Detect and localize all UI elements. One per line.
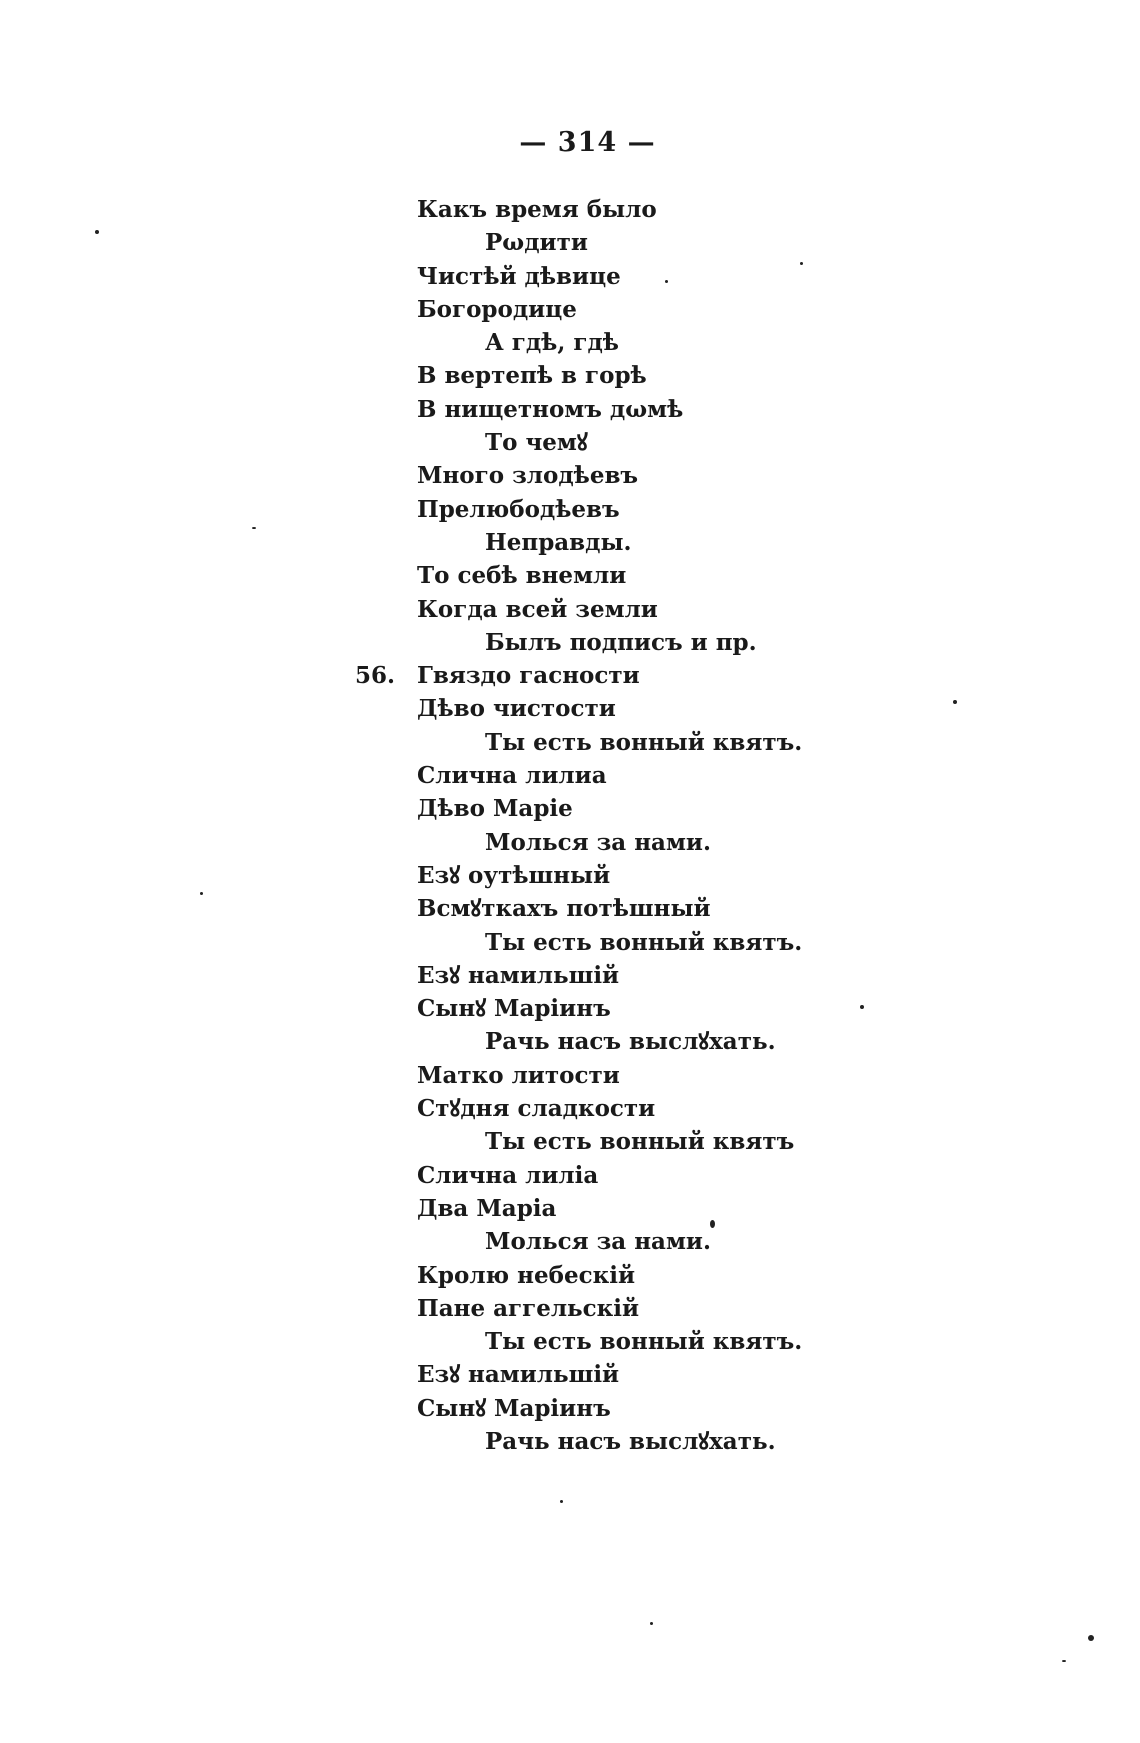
poem-line-text: Слична лилиа [417,762,607,790]
scan-speck [710,1220,715,1228]
poem-text [355,193,977,1458]
poem-line-text: Какъ время было [417,196,657,223]
poem-line [417,1159,977,1192]
poem-line [417,859,977,892]
verse-number: 56. [355,662,396,690]
poem-line [417,926,977,959]
poem-line-text: Былъ подписъ и пр. [485,628,757,656]
poem-line [417,1259,977,1292]
poem-line [417,1325,977,1358]
poem-line-text: Прелюбодѣевъ [417,495,620,523]
poem-line [417,459,977,492]
poem-line [417,326,977,359]
poem-line [417,1425,977,1458]
poem-line [417,193,977,226]
poem-line-text: В вертепѣ в горѣ [417,362,647,390]
poem-line [417,1125,977,1158]
poem-line [417,226,977,259]
poem-line [417,1225,977,1258]
scan-speck [860,1005,864,1009]
poem-line-text: Ты есть вонный квятъ. [485,928,803,956]
poem-line-text: Дѣво Маріе [417,795,573,823]
poem-line [417,1092,977,1125]
poem-line-text: Ты есть вонный квятъ. [485,728,803,756]
poem-line-text: А гдѣ, гдѣ [485,329,619,357]
poem-line-text: Пане аггельскій [417,1294,640,1322]
poem-line-text: Ты есть вонный квятъ. [485,1328,803,1356]
scan-speck [953,700,957,704]
poem-line-text: Богородице [417,295,577,323]
poem-line-text: Рачь насъ выслꙋхать. [485,1427,776,1455]
poem-line [417,1358,977,1391]
poem-line [417,393,977,426]
poem-line-text: Кролю небескій [417,1261,636,1289]
scan-speck [252,527,256,529]
poem-line-text: Молься за нами. [485,828,712,856]
poem-line-text: Много злодѣевъ [417,462,639,490]
poem-line [417,959,977,992]
poem-line [417,692,977,725]
poem-line [417,1059,977,1092]
poem-line-text: Стꙋдня сладкости [417,1095,656,1123]
poem-line [417,726,977,759]
poem-line [417,359,977,392]
poem-line [417,892,977,925]
poem-line-text: То чемꙋ [485,429,588,457]
poem-line [417,526,977,559]
poem-line [417,260,977,293]
scan-speck [200,892,203,895]
scan-speck [1088,1635,1094,1641]
scan-speck [95,230,99,234]
poem-line-text: То себѣ внемли [417,562,627,590]
poem-line-text: Матко литости [417,1061,620,1089]
poem-line-text: Сынꙋ Маріинъ [417,1394,611,1422]
poem-line-text: Слична лилiа [417,1161,599,1189]
poem-line [417,593,977,626]
poem-line-text: Сынꙋ Маріинъ [417,995,611,1023]
poem-line [417,759,977,792]
poem-line [417,559,977,592]
poem-line-text: Рωдити [485,229,588,257]
poem-line-text: Неправды. [485,528,632,556]
page-number: — 314 — [519,127,656,158]
poem-line [417,826,977,859]
poem-line [417,493,977,526]
scan-speck [1062,1660,1066,1662]
poem-line-text: Рачь насъ выслꙋхать. [485,1028,776,1056]
poem-line [417,1025,977,1058]
poem-line [417,293,977,326]
poem-line-text: Молься за нами. [485,1228,712,1256]
poem-line-text: Чистѣй дѣвице [417,262,621,290]
scan-speck [560,1500,563,1503]
poem-line-text: Два Марiа [417,1194,557,1222]
poem-line-text: Езꙋ намильшій [417,961,620,989]
poem-line-text: Ты есть вонный квятъ [485,1128,795,1156]
poem-line [417,1392,977,1425]
scan-speck [650,1622,653,1625]
poem-line-text: Езꙋ оутѣшный [417,861,611,889]
poem-line [417,1292,977,1325]
poem-line-text: Дѣво чистости [417,695,616,723]
scan-speck [665,280,668,283]
scan-speck [800,262,803,265]
poem-line-text: Гвяздо гасности [417,662,640,690]
poem-line [417,792,977,825]
poem-line [417,1192,977,1225]
poem-line-text: Езꙋ намильшій [417,1361,620,1389]
poem-line-text: Когда всей земли [417,595,658,623]
poem-line-text: В нищетномъ дωмѣ [417,395,684,423]
poem-line [417,626,977,659]
poem-line [417,992,977,1025]
poem-line [355,659,977,692]
poem-line [417,426,977,459]
poem-line-text: Всмꙋткахъ потѣшный [417,895,711,923]
